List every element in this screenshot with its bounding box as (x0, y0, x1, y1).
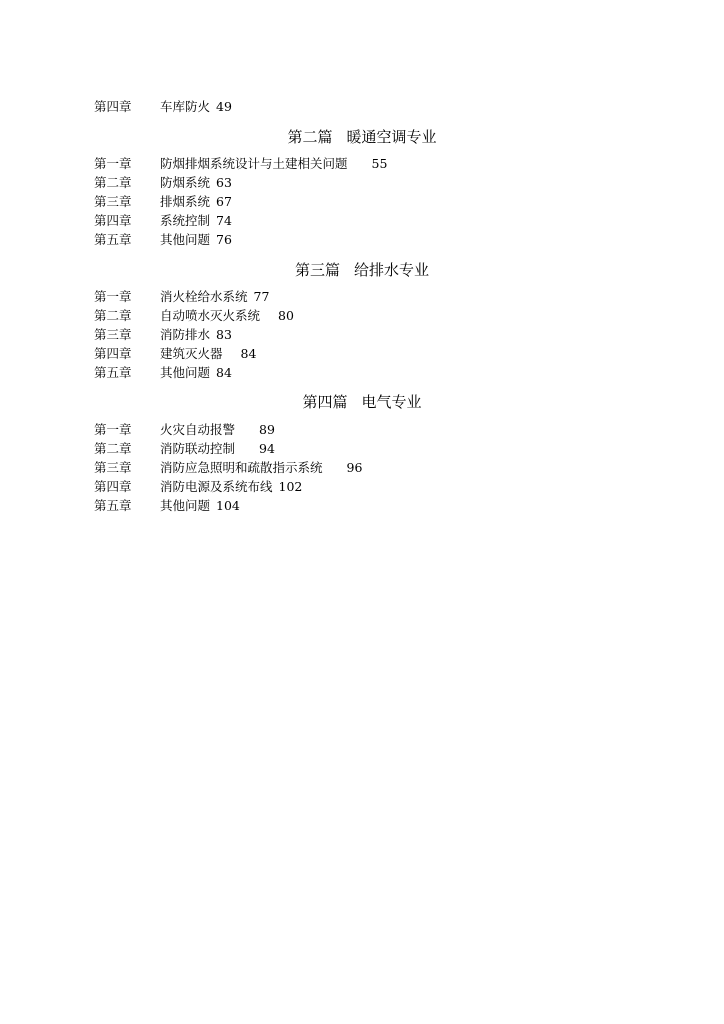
toc-entry (94, 325, 232, 344)
chapter-title: 其他问题 (160, 498, 211, 513)
toc-entry (94, 439, 275, 458)
chapter-number: 第二章 (94, 175, 132, 190)
chapter-number: 第四章 (94, 99, 132, 114)
chapter-number: 第三章 (94, 194, 132, 209)
chapter-title: 消防电源及系统布线 (160, 479, 273, 494)
page-number: 63 (216, 175, 232, 190)
chapter-title: 系统控制 (160, 213, 211, 228)
toc-entry (94, 154, 387, 173)
chapter-number: 第三章 (94, 327, 132, 342)
part-heading (0, 259, 724, 281)
chapter-title: 消火栓给水系统 (160, 289, 248, 304)
page-number: 49 (216, 99, 232, 114)
chapter-number: 第四章 (94, 479, 132, 494)
chapter-number: 第四章 (94, 346, 132, 361)
toc-entry (94, 306, 294, 325)
toc-entry (94, 97, 232, 116)
chapter-number: 第三章 (94, 460, 132, 475)
chapter-number: 第五章 (94, 365, 132, 380)
page-number: 89 (259, 422, 275, 437)
page-number: 74 (216, 213, 232, 228)
page-number: 84 (216, 365, 232, 380)
chapter-number: 第一章 (94, 289, 132, 304)
chapter-title: 自动喷水灭火系统 (160, 308, 261, 323)
page-number: 77 (253, 289, 270, 304)
page-number: 102 (278, 479, 303, 494)
part-subject: 电气专业 (361, 393, 422, 411)
page-number: 76 (216, 232, 232, 247)
part-heading (0, 126, 724, 148)
page-number: 104 (216, 498, 240, 513)
chapter-number: 第二章 (94, 308, 132, 323)
chapter-number: 第一章 (94, 156, 132, 171)
chapter-title: 消防联动控制 (160, 441, 236, 456)
toc-entry (94, 420, 275, 439)
toc-entry (94, 344, 256, 363)
chapter-number: 第四章 (94, 213, 132, 228)
page-number: 55 (371, 156, 388, 171)
page-number: 80 (278, 308, 294, 323)
toc-entry (94, 173, 232, 192)
chapter-title: 其他问题 (160, 365, 211, 380)
part-subject: 暖通空调专业 (346, 128, 437, 146)
chapter-title: 防烟系统 (160, 175, 211, 190)
part-heading (0, 391, 724, 413)
chapter-title: 其他问题 (160, 232, 211, 247)
chapter-number: 第五章 (94, 498, 132, 513)
toc-entry (94, 496, 240, 515)
chapter-title: 消防排水 (160, 327, 211, 342)
toc-entry (94, 363, 232, 382)
chapter-title: 火灾自动报警 (160, 422, 236, 437)
chapter-title: 排烟系统 (160, 194, 211, 209)
part-number: 第四篇 (302, 393, 348, 411)
chapter-number: 第二章 (94, 441, 132, 456)
toc-entry (94, 287, 269, 306)
toc-entry (94, 211, 232, 230)
page-number: 96 (346, 460, 363, 475)
chapter-title: 车库防火 (160, 99, 211, 114)
page-number: 84 (240, 346, 257, 361)
chapter-number: 第一章 (94, 422, 132, 437)
page-number: 83 (216, 327, 232, 342)
toc-entry (94, 230, 232, 249)
page-number: 94 (259, 441, 275, 456)
part-subject: 给排水专业 (354, 261, 430, 279)
toc-entry (94, 477, 302, 496)
toc-entry (94, 192, 232, 211)
toc-entry (94, 458, 362, 477)
page-number: 67 (216, 194, 232, 209)
part-number: 第三篇 (294, 261, 340, 279)
part-number: 第二篇 (287, 128, 333, 146)
chapter-title: 防烟排烟系统设计与土建相关问题 (160, 156, 348, 171)
chapter-title: 消防应急照明和疏散指示系统 (160, 460, 323, 475)
chapter-title: 建筑灭火器 (160, 346, 223, 361)
chapter-number: 第五章 (94, 232, 132, 247)
